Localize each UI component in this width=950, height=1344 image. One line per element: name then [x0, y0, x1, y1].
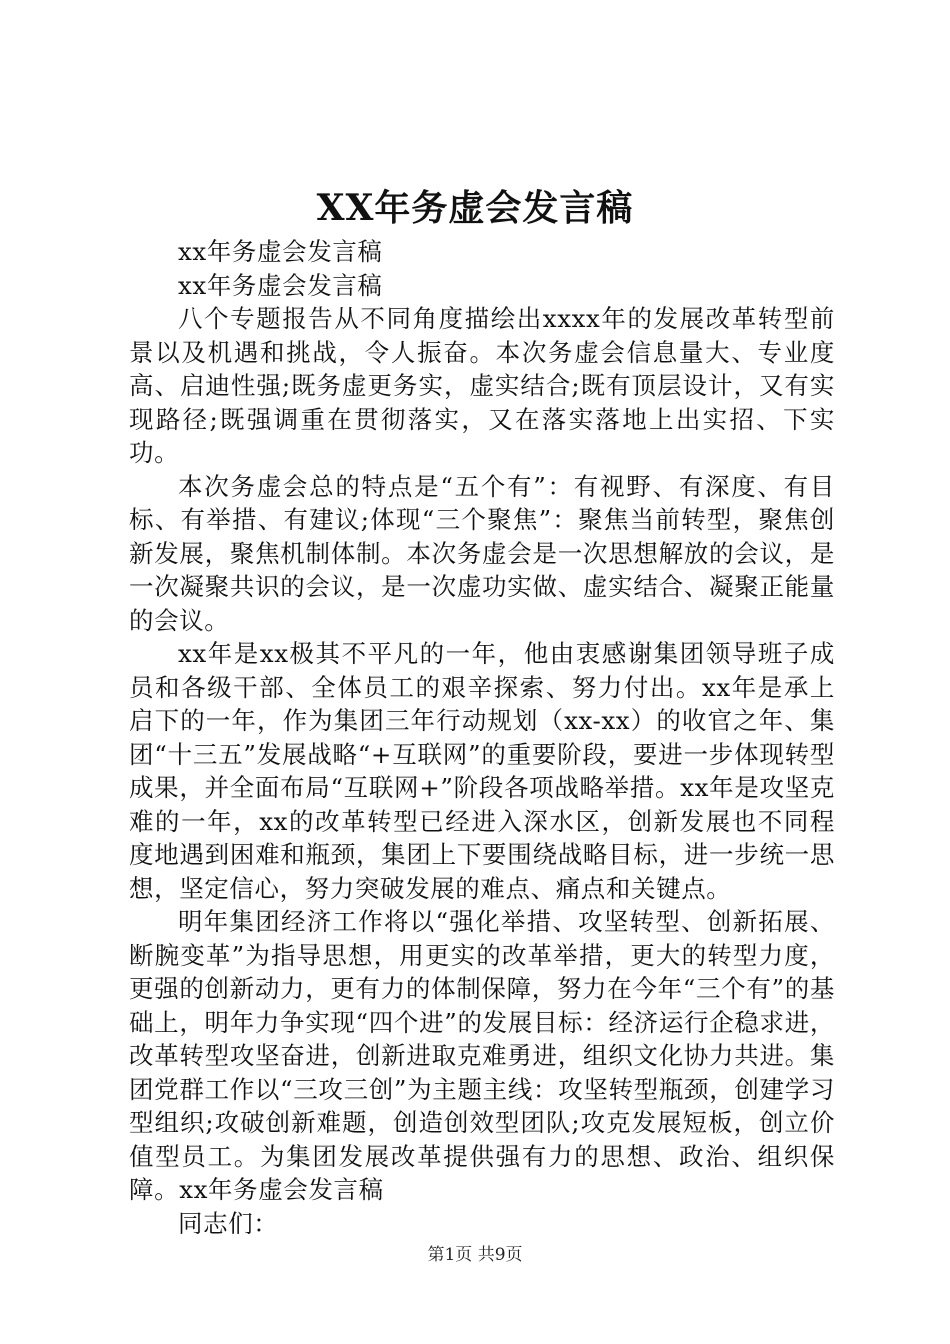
document-title: XX年务虚会发言稿 [316, 187, 634, 229]
document-body [129, 235, 835, 1240]
paragraph-2: 本次务虚会总的特点是“五个有”：有视野、有深度、有目标、有举措、有建议;体现“三个聚焦”：聚焦当前转型，聚焦创新发展，聚焦机制体制。本次务虚会是一次思想解放的会议，是一次凝聚共识的会议，是一次虚功实做、虚实结合、凝聚正能量的会议。 [129, 471, 835, 635]
paragraph-3: xx年是xx极其不平凡的一年，他由衷感谢集团领导班子成员和各级干部、全体员工的艰辛探索、努力付出。xx年是承上启下的一年，作为集团三年行动规划（xx-xx）的收官之年、集团“十三五”发展战略“+互联网”的重要阶段，要进一步体现转型成果，并全面布局“互联网+”阶段各项战略举措。xx年是攻坚克难的一年，xx的改革转型已经进入深水区，创新发展也不同程度地遇到困难和瓶颈，集团上下要围绕战略目标，进一步统一思想，坚定信心，努力突破发展的难点、痛点和关键点。 [129, 639, 835, 903]
paragraph-greeting: 同志们： [178, 1208, 279, 1238]
paragraph-subtitle-1: xx年务虚会发言稿 [178, 237, 383, 266]
page-footer: 第1页 共9页 [427, 1245, 523, 1265]
paragraph-subtitle-2: xx年务虚会发言稿 [178, 270, 383, 300]
paragraph-4: 明年集团经济工作将以“强化举措、攻坚转型、创新拓展、断腕变革”为指导思想，用更实的改革举措，更大的转型力度，更强的创新动力，更有力的体制保障，努力在今年“三个有”的基础上，明年力争实现“四个进”的发展目标：经济运行企稳求进，改革转型攻坚奋进，创新进取克难勇进，组织文化协力共进。集团党群工作以“三攻三创”为主题主线：攻坚转型瓶颈，创建学习型组织;攻破创新难题，创造创效型团队;攻克发展短板，创立价值型员工。为集团发展改革提供强有力的思想、政治、组织保障。xx年务虚会发言稿 [129, 907, 835, 1204]
paragraph-1: 八个专题报告从不同角度描绘出xxxx年的发展改革转型前景以及机遇和挑战，令人振奋。本次务虚会信息量大、专业度高、启迪性强;既务虚更务实，虚实结合;既有顶层设计，又有实现路径;既强调重在贯彻落实，又在落实落地上出实招、下实功。 [129, 304, 835, 467]
